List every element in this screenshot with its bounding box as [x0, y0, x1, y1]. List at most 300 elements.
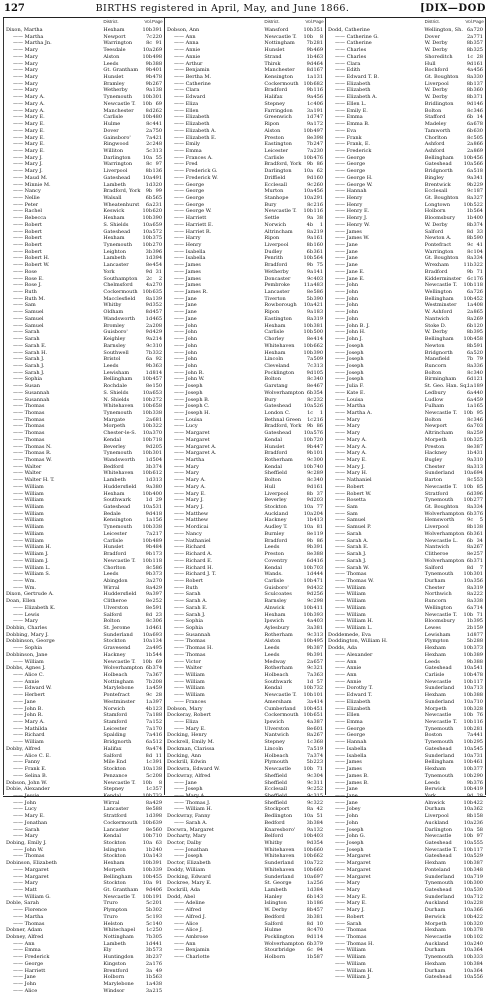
entry-name: —— Sam	[13, 302, 36, 309]
entry-name: —— Catherine	[335, 40, 372, 47]
entry-name: —— Rose E.	[13, 275, 44, 282]
entry-given-name: Sarah J.	[24, 369, 45, 376]
entry-volume: 9d	[306, 497, 314, 504]
entry-page: 29	[155, 497, 162, 504]
entry-district: Stepney	[264, 739, 285, 746]
entry-given-name: Thomas N.	[24, 443, 52, 450]
entry-name: —— Thomas	[335, 571, 367, 578]
entry-volume: 9b	[306, 450, 314, 457]
entry-volume: 1b	[145, 846, 153, 853]
entry-name: —— Harriett E.	[174, 221, 214, 228]
entry-district: Huddersfield	[103, 483, 137, 490]
entry-district: W. Derby	[424, 221, 448, 228]
entry-volume: 1d	[306, 114, 314, 121]
entry-given-name: William	[346, 604, 366, 611]
entry-name: —— Mary A.	[335, 450, 367, 457]
entry-page: 327	[473, 194, 483, 201]
entry-page: 357	[152, 786, 162, 793]
entry-volume: 9a	[306, 826, 314, 833]
entry-district: Beverley	[264, 497, 287, 504]
entry-district: Marylebone	[103, 981, 134, 988]
entry-name: —— Mary E.	[13, 134, 45, 141]
entry-volume: 10a	[463, 470, 474, 477]
entry-district: Whitby	[264, 839, 283, 846]
index-entry	[4, 974, 164, 981]
entry-name: —— Jane	[335, 255, 358, 262]
entry-name: —— Peter	[13, 201, 39, 208]
index-entry	[165, 941, 325, 948]
entry-volume: 9c	[307, 598, 314, 605]
entry-given-name: Bertha M.	[185, 74, 212, 81]
index-entry	[326, 484, 485, 491]
entry-district: Bridgnorth	[424, 349, 453, 356]
entry-page: 1	[319, 221, 323, 228]
entry-page: 388	[473, 692, 483, 699]
entry-given-name: Susannah	[24, 396, 50, 403]
entry-given-name: Selina B.	[24, 772, 48, 779]
entry-volume: 10a	[142, 430, 153, 437]
entry-district: Southwark	[103, 497, 131, 504]
entry-given-name: Thomas	[24, 430, 45, 437]
entry-page: 522	[473, 201, 483, 208]
entry-page: 371	[473, 557, 483, 564]
entry-volume: 10b	[463, 860, 474, 867]
entry-given-name: Charles	[346, 47, 367, 54]
entry-given-name: Emma	[346, 719, 363, 726]
entry-page: 116	[473, 719, 483, 726]
entry-district: Stratford	[103, 813, 127, 820]
entry-volume: 8d	[306, 920, 314, 927]
entry-volume: 9a	[306, 235, 314, 242]
index-entry	[165, 128, 325, 135]
entry-page: 69	[155, 100, 162, 107]
entry-volume: 10b	[463, 672, 474, 678]
index-entry	[326, 376, 485, 383]
entry-district: Tynemouth	[103, 409, 132, 416]
entry-given-name: William G.	[24, 893, 51, 900]
entry-page: 500	[313, 329, 323, 336]
entry-surname: Dobby	[6, 745, 22, 752]
entry-given-name: Richard E.	[185, 557, 213, 564]
entry-name: Dobbinson, Jane	[6, 651, 48, 658]
entry-name: —— Sarah J.	[13, 356, 45, 363]
entry-name: —— Richard J. T.	[174, 571, 217, 578]
entry-given-name: Harriett	[24, 967, 46, 974]
entry-page: 152	[152, 719, 162, 726]
entry-page: 325	[473, 436, 483, 443]
entry-name: Dixon, Martha	[6, 27, 43, 33]
index-entry	[326, 101, 485, 108]
entry-district: Auckland	[424, 940, 449, 947]
entry-district: Stepney	[103, 786, 124, 793]
entry-volume: 9c	[307, 470, 314, 477]
entry-page: 237	[152, 954, 162, 961]
entry-district: Newcastle	[264, 766, 291, 773]
index-entry	[4, 780, 164, 787]
entry-given-name: William	[346, 960, 366, 967]
index-entry	[4, 269, 164, 276]
entry-volume: 9d	[306, 483, 314, 490]
entry-page: 459	[473, 396, 483, 403]
index-entry	[326, 591, 485, 598]
entry-district: Bradford	[264, 87, 288, 94]
entry-district: Bradford	[264, 450, 288, 457]
entry-given-name: Frank	[346, 134, 362, 141]
entry-page: 364	[473, 967, 483, 974]
entry-given-name: Jane	[36, 651, 48, 658]
entry-page: 173	[152, 551, 162, 558]
entry-name: —— Emily	[174, 141, 201, 148]
entry-name: —— George	[335, 732, 366, 739]
index-entry	[326, 914, 485, 921]
entry-district: Carlisle	[264, 329, 284, 336]
entry-district: Bradford, York	[264, 423, 302, 430]
index-entry	[4, 497, 164, 504]
index-entry	[326, 67, 485, 74]
entry-name: —— Sam	[335, 510, 358, 517]
entry-page: 553	[473, 477, 483, 484]
entry-given-name: Sarah	[23, 900, 39, 907]
entry-district: Lambeth	[103, 477, 126, 484]
index-entry	[165, 827, 325, 834]
entry-page: 505	[473, 134, 483, 141]
entry-volume: 10a	[463, 967, 474, 974]
index-entry	[165, 175, 325, 182]
entry-district: Dover	[424, 33, 440, 40]
entry-name: Doctor, Dalby	[167, 839, 202, 846]
entry-page: 530	[473, 887, 483, 893]
entry-page: 69	[155, 658, 162, 665]
index-entry	[326, 927, 485, 934]
entry-volume: 7c	[307, 362, 314, 369]
entry-name: —— John R.	[13, 712, 43, 719]
entry-page: 590	[473, 235, 483, 242]
entry-district: Stourbridge	[264, 947, 295, 954]
entry-name: —— Thomas	[335, 927, 367, 934]
index-entry	[326, 437, 485, 444]
entry-name: —— John	[174, 336, 198, 343]
entry-volume: 8d	[145, 309, 153, 316]
entry-district: Ledbury	[424, 389, 446, 396]
entry-surname: Dobney	[6, 934, 25, 941]
entry-name: —— Annie	[335, 665, 362, 672]
entry-given-name: John W.	[28, 779, 48, 786]
entry-given-name: Alfred J.	[185, 913, 206, 920]
index-entry	[165, 806, 325, 813]
entry-district: Durham	[424, 947, 446, 954]
entry-name: —— Sarah E.	[335, 544, 369, 551]
entry-volume: 10b	[463, 409, 474, 416]
index-entry	[165, 638, 325, 645]
entry-volume: 10b	[463, 880, 474, 887]
entry-given-name: Elizabeth	[346, 698, 371, 705]
entry-volume: 6c	[307, 947, 314, 954]
entry-name: —— John	[335, 309, 359, 316]
entry-district: Newcastle T.	[424, 611, 458, 618]
index-entry	[4, 148, 164, 155]
index-entry	[4, 538, 164, 545]
index-entry	[326, 457, 485, 464]
index-entry	[326, 208, 485, 215]
entry-volume: 1a	[466, 302, 474, 309]
entry-given-name: John J.	[346, 336, 363, 343]
entry-district: Hexham	[103, 215, 125, 222]
entry-page: 572	[152, 228, 162, 235]
entry-name: —— Benjamin	[174, 947, 210, 954]
entry-given-name: Mary E.	[24, 147, 45, 154]
entry-name: —— Jane E.	[335, 275, 365, 282]
entry-given-name: John H.	[346, 329, 366, 336]
index-entry	[326, 961, 485, 968]
entry-page: 63	[155, 839, 162, 846]
entry-volume: 10b	[463, 154, 474, 161]
entry-page: 42	[316, 806, 323, 813]
entry-volume: 10b	[142, 114, 153, 121]
entry-district: Sunderland	[264, 873, 294, 880]
index-entry	[326, 336, 485, 343]
index-entry	[326, 108, 485, 115]
index-entry	[165, 712, 325, 719]
entry-page: 260	[313, 181, 323, 188]
entry-name: —— William L.	[13, 564, 51, 571]
entry-name: —— William	[174, 692, 205, 699]
index-entry	[4, 786, 164, 793]
entry-page: 703	[313, 564, 323, 571]
entry-page: 387	[313, 645, 323, 652]
entry-district: Tynemouth	[103, 242, 132, 248]
entry-volume: 3a	[306, 698, 314, 705]
entry-district: Plympton	[103, 907, 128, 914]
entry-page: 270	[152, 242, 162, 248]
entry-district: Lambeth	[103, 255, 126, 262]
entry-page: 422	[473, 913, 483, 920]
entry-name: —— Martha A.	[335, 409, 373, 416]
entry-name: —— Jane	[335, 242, 358, 248]
index-entry	[4, 638, 164, 645]
index-entry	[165, 504, 325, 511]
entry-given-name: Mary E.	[24, 121, 45, 128]
entry-name: —— Sarah J.	[13, 369, 45, 376]
entry-given-name: Margaret	[346, 853, 371, 860]
entry-page: 400	[473, 215, 483, 222]
entry-page: 136	[152, 168, 162, 175]
entry-volume: 1a	[467, 383, 474, 390]
entry-volume: 8a	[466, 544, 474, 551]
index-entry	[165, 87, 325, 94]
entry-given-name: Martha	[23, 27, 43, 33]
entry-volume: 3a	[145, 577, 153, 584]
entry-surname: Docwra	[167, 826, 187, 833]
entry-given-name: Robert	[24, 248, 42, 255]
page-head: Page	[313, 19, 324, 24]
entry-page: 441	[152, 121, 162, 128]
entry-given-name: John B.	[24, 705, 43, 712]
entry-district: Stockton	[264, 504, 287, 511]
entry-district: Bradford, York	[264, 161, 302, 168]
entry-page: 352	[152, 302, 162, 309]
entry-given-name: John	[346, 289, 359, 296]
entry-district: Windsor	[103, 987, 125, 994]
entry-given-name: Thomas	[185, 638, 206, 645]
entry-district: Ulverston	[264, 725, 290, 732]
entry-given-name: Eliza	[185, 719, 199, 726]
entry-given-name: Ellen	[22, 598, 36, 605]
entry-given-name: John	[346, 315, 359, 322]
entry-page: 217	[152, 530, 162, 537]
index-entry	[165, 74, 325, 81]
index-entry	[326, 491, 485, 498]
entry-volume: 2a	[145, 322, 153, 329]
entry-name: —— Joseph	[174, 383, 203, 390]
entry-page: 119	[313, 530, 323, 537]
entry-given-name: Mary J.	[346, 463, 365, 470]
entry-given-name: Isabella	[346, 752, 367, 759]
entry-district: Nantwich	[424, 315, 450, 322]
index-entry	[165, 27, 325, 34]
entry-volume: 1b	[466, 215, 474, 222]
entry-page: 341	[473, 174, 483, 181]
entry-given-name: Joseph	[185, 383, 203, 390]
entry-volume: 4a	[145, 282, 153, 289]
entry-volume: 7a	[306, 745, 314, 752]
entry-volume: 6b	[466, 127, 474, 134]
entry-volume: 8b	[466, 235, 474, 242]
entry-given-name: George	[185, 188, 205, 195]
index-entry	[165, 524, 325, 531]
entry-volume: 8a	[466, 598, 474, 605]
entry-volume: 8b	[306, 242, 314, 248]
entry-name: Doctor, Elizabeth	[167, 860, 211, 867]
entry-name: —— William	[335, 960, 366, 967]
entry-given-name: Edward W.	[24, 685, 52, 692]
entry-district: Wolverhampton	[424, 510, 465, 517]
entry-page: 381	[313, 322, 323, 329]
entry-page: 396	[152, 248, 162, 255]
index-entry	[165, 208, 325, 215]
entry-given-name: Florence	[24, 907, 48, 914]
entry-district: Liverpool	[424, 524, 449, 531]
entry-volume: 3a	[145, 987, 153, 994]
entry-district: Tynemouth	[424, 954, 454, 961]
index-entry	[165, 114, 325, 121]
entry-given-name: Thomas	[24, 403, 45, 410]
entry-given-name: George	[185, 181, 205, 188]
index-entry	[165, 860, 325, 867]
entry-district: Hemsworth	[424, 517, 455, 524]
entry-district: Holborn	[424, 208, 446, 215]
index-entry	[4, 652, 164, 659]
entry-given-name: Adam	[27, 927, 42, 934]
entry-volume: 10a	[463, 974, 474, 981]
entry-given-name: Isabella	[346, 745, 367, 752]
entry-given-name: Elizabeth	[185, 114, 210, 121]
entry-volume: 10b	[463, 201, 474, 208]
entry-district: Huddersfield	[103, 591, 137, 598]
entry-name: —— William J.	[13, 551, 49, 558]
index-entry	[326, 719, 485, 726]
entry-name: —— Joseph	[174, 853, 203, 860]
entry-page: 267	[473, 544, 483, 551]
index-entry	[165, 947, 325, 954]
entry-volume: 9d	[306, 839, 314, 846]
entry-name: Docharty, Mary	[167, 833, 207, 840]
entry-page: 101	[313, 692, 323, 699]
index-entry	[165, 632, 325, 639]
index-entry	[326, 786, 485, 793]
entry-page: 1	[319, 409, 323, 416]
entry-given-name: George W.	[185, 208, 212, 215]
entry-district: Cockermouth	[264, 80, 299, 87]
entry-given-name: William	[24, 537, 44, 544]
entry-page: 653	[152, 389, 162, 396]
entry-name: —— Sarah E.	[13, 342, 47, 349]
entry-name: —— John	[13, 799, 37, 806]
index-entry	[326, 356, 485, 363]
entry-page: 463	[313, 53, 323, 60]
entry-page: 236	[473, 819, 483, 826]
entry-volume: 8b	[466, 524, 474, 531]
entry-given-name: Elizabeth E.	[185, 134, 217, 141]
entry-surname: Dobson	[167, 27, 187, 33]
entry-page: 388	[313, 551, 323, 558]
entry-volume: 10a	[142, 221, 153, 228]
entry-volume: 6b	[306, 893, 314, 900]
entry-district: Gateshead	[264, 430, 292, 437]
entry-given-name: Frances	[185, 698, 206, 705]
entry-given-name: William L.	[346, 624, 373, 631]
entry-page: 470	[313, 927, 323, 934]
entry-name: —— Sarah	[13, 329, 40, 336]
entry-district: Nottingham	[103, 678, 134, 685]
index-entry	[4, 74, 164, 81]
entry-name: —— Walter H. T.	[13, 477, 55, 484]
index-entry	[326, 544, 485, 551]
entry-name: —— Emma	[13, 947, 41, 954]
index-entry	[165, 410, 325, 417]
entry-given-name: John W.	[185, 376, 205, 383]
entry-page: 368	[313, 739, 323, 746]
entry-district: Wellington, Sh.	[424, 27, 463, 33]
index-entry	[4, 81, 164, 88]
entry-volume: 7a	[145, 725, 153, 732]
entry-volume: 3b	[306, 819, 314, 826]
entry-name: —— John R.	[174, 369, 204, 376]
index-entry	[165, 800, 325, 807]
entry-district: Abingdon	[103, 577, 128, 584]
entry-given-name: Rose J.	[24, 282, 42, 289]
entry-volume: 1b	[306, 900, 314, 907]
entry-volume: 7a	[145, 712, 153, 719]
entry-name: —— John	[335, 819, 359, 826]
entry-page: 565	[152, 194, 162, 201]
entry-volume: 10b	[303, 712, 314, 719]
entry-volume: 10b	[142, 658, 153, 665]
entry-name: Dockrell, Emily M.	[167, 739, 215, 746]
entry-district: Truro	[103, 913, 118, 920]
entry-volume: 2a	[466, 309, 474, 316]
entry-district: Leighton	[103, 248, 126, 255]
entry-name: —— Martha	[13, 913, 44, 920]
entry-volume: 10b	[303, 80, 314, 87]
entry-district: Morpeth	[424, 436, 447, 443]
entry-name: —— Matthew	[174, 510, 209, 517]
entry-given-name: Charles	[27, 624, 47, 631]
entry-volume: 1d	[145, 255, 153, 262]
index-entry	[4, 276, 164, 283]
entry-page: 75	[316, 262, 323, 269]
entry-page: 295	[473, 739, 483, 746]
index-entry	[326, 464, 485, 471]
